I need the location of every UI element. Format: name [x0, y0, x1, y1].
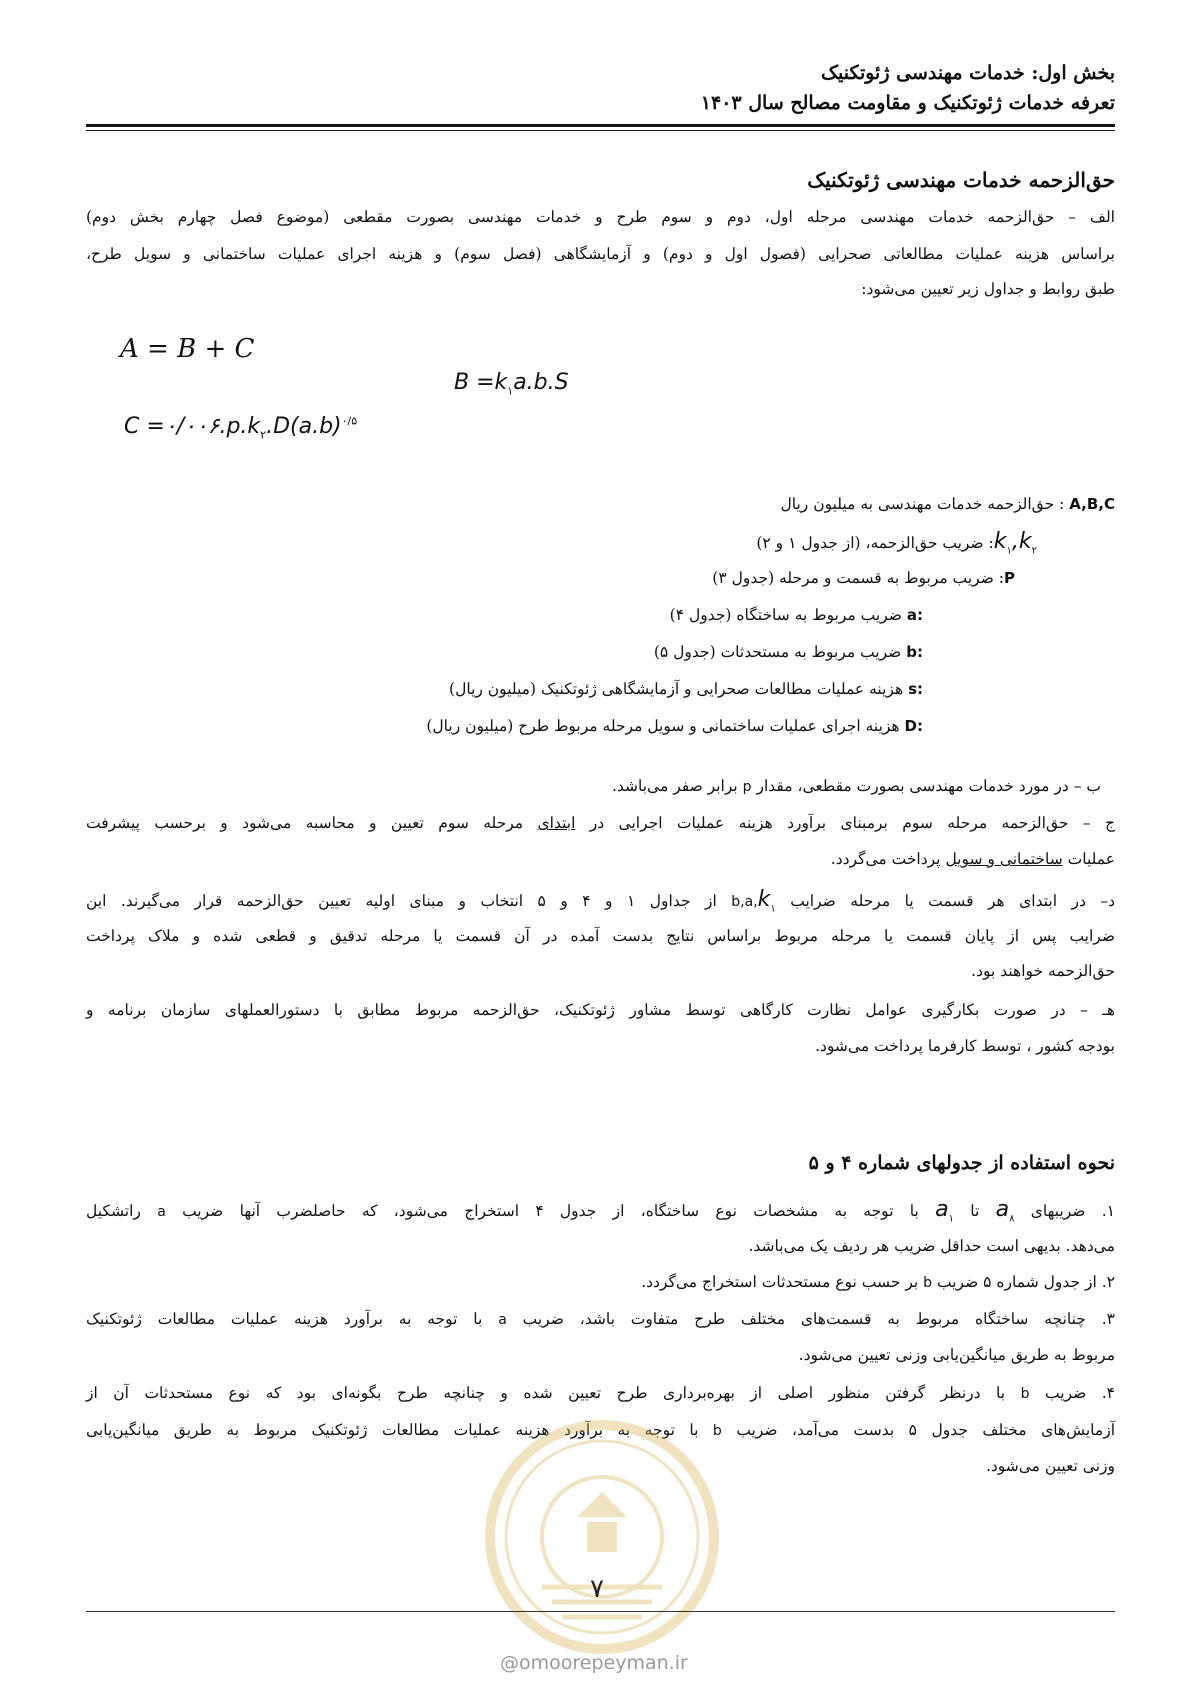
formula-c-part2: .D(a.b): [266, 414, 342, 439]
usage-3-line-2: مربوط به طریق میانگین‌یابی وزنی تعیین می‌شود.: [798, 1346, 1115, 1364]
definition-abc-text: : حق‌الزحمه خدمات مهندسی به میلیون ریال: [780, 495, 1065, 513]
usage-4-symbol: b: [1020, 1386, 1030, 1402]
k1-sub: ۱: [1006, 545, 1012, 557]
usage-3-post: با توجه به برآورد هزینه عملیات مطالعات ژئوتکنیک: [86, 1310, 483, 1328]
k2-sub: ۲: [1031, 545, 1037, 557]
usage-1-a1-sub: ۱: [948, 1213, 954, 1225]
usage-4-pre: ۴. ضریب: [1044, 1384, 1115, 1402]
definition-d-text: هزینه اجرای عملیات ساختمانی و سویل مرحله مربوط طرح (میلیون ریال): [426, 717, 900, 735]
website-watermark: @omoorepeyman.ir: [500, 1652, 688, 1674]
item-d-symbols: [731, 887, 776, 915]
item-d-k: [757, 887, 776, 915]
watermark-seal-icon: [482, 1417, 722, 1657]
header-doc-title: تعرفه خدمات ژئوتکنیک و مقاومت مصالح سال ۱۴۰۳: [700, 92, 1115, 114]
definition-a: [426, 597, 1115, 634]
usage-3-symbol: a: [498, 1312, 507, 1328]
usage-1-a8: [995, 1197, 1015, 1225]
page-number: ۷: [590, 1574, 604, 1604]
definition-s: [426, 671, 1115, 708]
item-b-pre: ب – در مورد خدمات مهندسی بصورت مقطعی، مقدار: [756, 777, 1101, 795]
usage-1-pre: ۱. ضریبهای: [1030, 1202, 1115, 1220]
definition-a-text: ضریب مربوط به ساختگاه (جدول ۴): [669, 606, 902, 624]
intro-line-2: براساس هزینه عملیات مطالعاتی صحرایی (فصول اول و دوم) و آزمایشگاهی (فصل سوم) و هزینه اجرای عملیات ساختمانی و سویل طرح،: [86, 245, 1115, 263]
usage-4-post: با درنظر گرفتن منظور اصلی از بهره‌برداری طرح تعیین شده و چنانچه طرح بگونه‌ای بود که نوع مستحدثات آن از: [86, 1384, 1006, 1402]
item-b-post: برابر صفر می‌باشد.: [611, 777, 738, 795]
usage-4-line-3: وزنی تعیین می‌شود.: [985, 1457, 1115, 1475]
definition-a-symbol: a:: [906, 606, 923, 624]
k1-letter: k: [993, 529, 1007, 554]
usage-1-a1-letter: a: [935, 1197, 949, 1222]
definition-p: [426, 560, 1115, 597]
usage-4-line2-symbol: b: [712, 1423, 722, 1439]
definition-s-text: هزینه عملیات مطالعات صحرایی و آزمایشگاهی ژئوتکنیک (میلیون ریال): [449, 680, 904, 698]
usage-2-symbol: b: [923, 1275, 933, 1291]
definition-b-text: ضریب مربوط به مستحدثات (جدول ۵): [653, 643, 902, 661]
item-j-pre: ج – حق‌الزحمه مرحله سوم برمبنای برآورد هزینه عملیات اجرایی در: [589, 814, 1115, 832]
formula-c-part1: C =۰/۰۰۶.p.k: [124, 414, 261, 439]
formula-a: [120, 334, 254, 364]
k2-letter: k: [1018, 529, 1032, 554]
header-part-title: بخش اول: خدمات مهندسی ژئوتکنیک: [820, 62, 1115, 84]
item-j-mid: مرحله سوم تعیین و محاسبه می‌شود و برحسب پیشرفت: [86, 814, 524, 832]
item-j-line-1: [86, 806, 1115, 841]
usage-1-symbol: a: [157, 1204, 166, 1220]
formula-a-text: A = B + C: [120, 334, 255, 364]
definition-p-text: : ضریب مربوط به قسمت و مرحله (جدول ۳): [712, 569, 1004, 587]
item-d-k-letter: k: [757, 887, 771, 912]
definition-d: [426, 708, 1115, 745]
definition-k: [426, 523, 1115, 560]
formula-c: [124, 414, 357, 441]
intro-line-3: طبق روابط و جداول زیر تعیین می‌شود:: [861, 280, 1115, 298]
usage-1-line-2: می‌دهد. بدیهی است حداقل ضریب هر ردیف یک می‌باشد.: [748, 1237, 1115, 1255]
intro-line-1: الف – حق‌الزحمه خدمات مهندسی مرحله اول، دوم و سوم طرح و خدمات مهندسی بصورت مقطعی (موضوع فصل چهارم بخش دوم): [86, 208, 1115, 226]
item-d-line-3: حق‌الزحمه خواهند بود.: [971, 962, 1115, 980]
item-j-underlined-1: ابتدای: [537, 814, 576, 832]
item-d-line-2: ضرایب پس از پایان قسمت یا مرحله مربوط براساس نتایج بدست آمده در آن قسمت یا مرحله تدقیق و قطعی شده و ملاک پرداخت: [86, 927, 1115, 945]
usage-title: نحوه استفاده از جدولهای شماره ۴ و ۵: [808, 1152, 1115, 1174]
usage-3-line-1: [86, 1302, 1115, 1338]
header-rule-thin: [86, 130, 1115, 131]
formula-b: [454, 370, 569, 397]
usage-1-to: تا: [970, 1202, 980, 1220]
definition-b: [426, 634, 1115, 671]
usage-1-a1: [935, 1197, 954, 1225]
formula-c-sup: ۰/۵: [341, 414, 358, 428]
header-rule-thick: [86, 124, 1115, 127]
item-h-line-2: بودجه کشور ، توسط کارفرما پرداخت می‌شود.: [815, 1037, 1115, 1055]
item-d-sym-ba: b,a,: [731, 894, 758, 910]
item-d-pre: د– در ابتدای هر قسمت یا مرحله ضرایب: [790, 892, 1115, 910]
definition-b-symbol: b:: [906, 643, 923, 661]
definition-s-symbol: s:: [908, 680, 923, 698]
formula-b-part2: a.b.S: [513, 370, 569, 395]
definition-p-symbol: P: [1004, 569, 1015, 587]
usage-2: [86, 1265, 1115, 1301]
item-j-line2-pre: عملیات: [1067, 850, 1115, 868]
usage-1-a8-sub: ۸: [1009, 1213, 1015, 1225]
usage-4-line2-pre: آزمایش‌های مختلف جدول ۵ بدست می‌آمد، ضریب: [736, 1421, 1115, 1439]
item-j-line2-post: پرداخت می‌گردد.: [830, 850, 941, 868]
section-title: حق‌الزحمه خدمات مهندسی ژئوتکنیک: [807, 168, 1115, 192]
formula-b-sub: ۱: [507, 384, 514, 398]
k-sep: ,: [1011, 529, 1019, 554]
definition-d-symbol: D:: [904, 717, 923, 735]
usage-4-line-1: [86, 1376, 1115, 1412]
item-b: [86, 769, 1101, 805]
usage-1-post: با توجه به مشخصات نوع ساختگاه، از جدول ۴ استخراج می‌شود، که حاصلضرب آنها ضریب: [182, 1202, 919, 1220]
usage-3-pre: ۳. چنانچه ساختگاه مربوط به قسمت‌های مختلف طرح متفاوت باشد، ضریب: [522, 1310, 1115, 1328]
definitions-list: [426, 486, 1115, 745]
usage-2-pre: ۲. از جدول شماره ۵ ضریب: [936, 1273, 1115, 1291]
item-d-k-sub: ۱: [770, 903, 776, 915]
usage-1-a8-letter: a: [995, 1197, 1010, 1222]
item-j-line-2: [86, 842, 1115, 877]
item-b-symbol: p: [742, 779, 752, 795]
formula-b-part1: B =k: [454, 370, 508, 395]
definition-abc: [426, 486, 1115, 523]
usage-2-post: بر حسب نوع مستحدثات استخراج می‌گردد.: [641, 1273, 919, 1291]
definition-k-text: : ضریب حق‌الزحمه، (از جدول ۱ و ۲): [756, 534, 994, 552]
definition-abc-symbol: A,B,C: [1069, 495, 1115, 513]
item-d-post: از جداول ۱ و ۴ و ۵ انتخاب و مبنای اولیه تعیین حق‌الزحمه قرار می‌گیرند. این: [86, 892, 717, 910]
usage-4-line2-post: با توجه به برآورد هزینه عملیات مطالعات ژئوتکنیک مربوط به طریق میانگین‌یابی: [86, 1421, 699, 1439]
item-h-line-1: هـ – در صورت بکارگیری عوامل نظارت کارگاهی توسط مشاور ژئوتکنیک، حق‌الزحمه مربوط مطابق با دستورالعملهای سازمان برنامه و: [86, 1001, 1115, 1019]
page-header: [701, 58, 1115, 118]
formula-c-sub: ۲: [260, 428, 267, 442]
footer-rule: [86, 1611, 1115, 1612]
usage-1-end: راتشکیل: [86, 1202, 141, 1220]
item-j-underlined-2: ساختمانی و سویل: [945, 850, 1063, 868]
